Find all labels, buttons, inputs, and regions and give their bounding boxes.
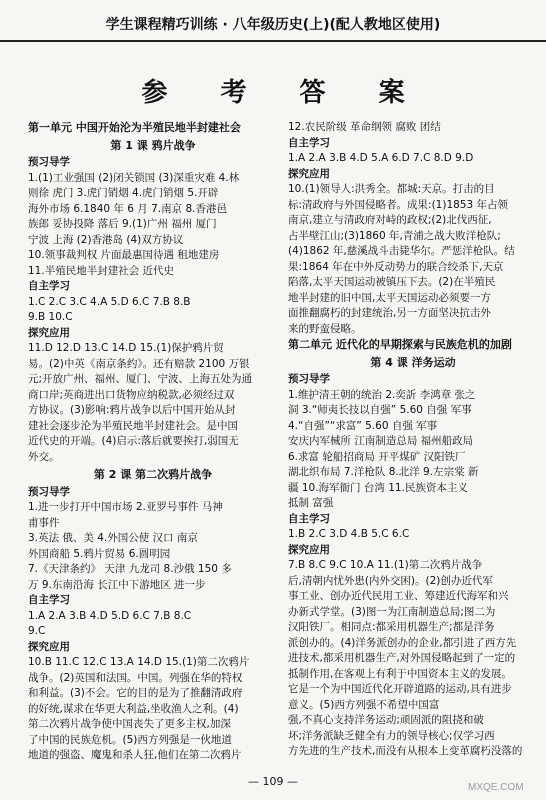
answer-line: 1.A 2.A 3.B 4.D 5.A 6.D 7.C 8.D 9.D: [288, 152, 474, 164]
answer-line: 地道的强盗、魔鬼和杀人狂,他们在第二次鸦片: [28, 749, 242, 760]
section-heading: 探究应用: [288, 167, 330, 180]
answer-line: 12.农民阶级 革命纲领 腐败 团结: [288, 121, 441, 133]
section-heading: 自主学习: [288, 136, 330, 149]
answer-line: 湖北织布局 7.洋枪队 8.北洋 9.左宗棠 新: [288, 466, 479, 478]
answer-line: 9.B 10.C: [28, 311, 73, 323]
answer-line: 则徐 虎门 3.虎门销烟 4.虎门销烟 5.开辟: [28, 187, 219, 199]
answer-line: 后,清朝内忧外患(内外交困)。(2)创办近代军: [288, 574, 493, 587]
answer-line: 甫事件: [28, 516, 60, 529]
answer-line: 商口岸;英商进出口货物应纳税款,必须经过双: [28, 388, 235, 401]
answer-line: 第二次鸦片战争使中国丧失了更多主权,加深: [28, 718, 231, 730]
page-title: 参 考 答 案: [141, 78, 427, 108]
answer-line: 10.(1)领导人:洪秀全。都城:天京。打击的目: [288, 183, 495, 195]
answer-line: 南京,建立与清政府对峙的政权;(2)北伐西征,: [288, 214, 492, 226]
answer-line: 1.(1)工业强国 (2)闭关锁国 (3)深重灾难 4.林: [28, 171, 240, 184]
answer-line: 它是一个为中国近代化开辟道路的运动,具有进步: [288, 683, 512, 695]
lesson-heading: 第 2 课 第二次鸦片战争: [93, 468, 213, 481]
answer-line: 近代史的开端。(4)启示:落后就要挨打,弱国无: [28, 435, 239, 447]
answer-line: 11.D 12.D 13.C 14.D 15.(1)保护鸦片贸: [28, 342, 224, 354]
section-heading: 自主学习: [28, 280, 70, 292]
page-number: — 109 —: [248, 775, 298, 788]
left-column: [28, 120, 278, 760]
section-heading: 探究应用: [28, 326, 70, 339]
answer-line: 事工业、创办近代民用工业、筹建近代海军和兴: [288, 590, 509, 602]
answer-line: 标:清政府与外国侵略者。成果:(1)1853 年占领: [288, 198, 509, 211]
running-header: 学生课程精巧训练 · 八年级历史(上)(配人教地区使用): [105, 17, 441, 33]
answer-line: 坏;洋务派缺乏健全有力的领导核心;仅学习西: [288, 729, 495, 742]
answer-line: 外交。: [28, 450, 60, 463]
answer-line: 办新式学堂。(3)图一为江南制造总局;图二为: [288, 605, 496, 618]
answer-line: 族郎 妥协投降 落后 9.(1)广州 福州 厦门: [28, 218, 217, 230]
answer-line: 来的野蛮侵略。: [288, 322, 362, 335]
answer-line: 3.英法 俄、美 4.外国公使 汉口 南京: [28, 532, 198, 544]
answer-line: 汉阳铁厂。相同点:都采用机器生产;都是洋务: [288, 621, 495, 633]
answer-line: 7.B 8.C 9.C 10.A 11.(1)第二次鸦片战争: [288, 559, 483, 571]
header-rule: [0, 40, 546, 42]
section-heading: 探究应用: [288, 543, 330, 556]
answer-line: 11.半殖民地半封建社会 近代史: [28, 264, 175, 277]
section-heading: 探究应用: [28, 640, 70, 653]
section-heading: 自主学习: [28, 594, 70, 606]
answer-line: 安庆内军械所 江南制造总局 福州船政局: [288, 435, 474, 447]
answer-line: 意义。(5)西方列强不希望中国富: [288, 698, 440, 711]
answer-line: 6.求富 轮船招商局 开平煤矿 汉阳铁厂: [288, 450, 466, 463]
section-heading: 预习导学: [28, 485, 70, 498]
answer-line: 10.领事裁判权 片面最惠国待遇 租地建房: [28, 249, 220, 261]
unit-heading: 第一单元 中国开始沦为半殖民地半封建社会: [28, 121, 241, 134]
lesson-heading: 第 1 课 鸦片战争: [110, 138, 196, 152]
answer-line: 1.进一步打开中国市场 2.亚罗号事件 马神: [28, 501, 223, 513]
answer-line: 外国商船 5.鸦片贸易 6.圆明园: [28, 547, 171, 560]
answer-line: 建社会逐步沦为半殖民地半封建社会。是中国: [28, 419, 238, 432]
answer-line: 1.A 2.A 3.B 4.D 5.D 6.C 7.B 8.C: [28, 609, 192, 622]
answer-line: 万 9.东南沿海 长江中下游地区 进一步: [28, 578, 206, 591]
answer-line: 进技术,都采用机器生产,对外国侵略起到了一定的: [288, 652, 516, 664]
answer-line: 元;开放广州、福州、厦门、宁波、上海五处为通: [28, 373, 253, 385]
answer-line: 1.维护清王朝的统治 2.奕訢 李鸿章 张之: [288, 388, 476, 401]
answer-line: 4.“自强”“求富” 5.60 自强 军事: [288, 419, 438, 432]
answer-line: 方协议。(3)影响:鸦片战争以后中国开始从封: [28, 404, 236, 416]
answer-line: 海外市场 6.1840 年 6 月 7.南京 8.香港邑: [28, 202, 227, 215]
answer-line: 了中国的民族危机。(5)西方列强是一伙地道: [28, 733, 232, 746]
section-heading: 自主学习: [288, 512, 330, 525]
watermark: MXQE.COM: [468, 782, 524, 793]
unit-heading: 第二单元 近代化的早期探索与民族危机的加剧: [288, 338, 512, 351]
answer-line: 面推翻腐朽的封建统治,另一方面坚决抗击外: [288, 307, 491, 319]
answer-line: 10.B 11.C 12.C 13.A 14.D 15.(1)第二次鸦片: [28, 656, 250, 668]
answer-line: 和利益。(3)不会。它的目的是为了推翻清政府: [28, 687, 243, 699]
answer-line: 果:1864 年在中外反动势力的联合绞杀下,天京: [288, 260, 504, 273]
answer-line: 抵制 富强: [288, 497, 334, 509]
answer-line: [288, 760, 538, 761]
answer-line: 战争。(2)英国和法国。中国。列强在华的特权: [28, 671, 243, 684]
lesson-heading: 第 4 课 洋务运动: [370, 355, 456, 369]
answer-line: 抵制作用,在客观上有利于中国资本主义的发展。: [288, 667, 512, 680]
answer-line: 宁波 上海 (2)香港岛 (4)双方协议: [28, 233, 184, 246]
answer-line: 派创办的。(4)洋务派创办的企业,都引进了西方先: [288, 636, 517, 649]
right-column: [288, 120, 538, 760]
answer-line: 方先进的生产技术,而没有从根本上变革腐朽没落的: [288, 745, 523, 757]
answer-line: 陷落,太平天国运动被镇压下去。(2)在半殖民: [288, 276, 496, 288]
answer-line: 的好统,谋求在华更大利益,坐收渔人之利。(4): [28, 702, 239, 715]
answer-line: 强,不真心支持洋务运动;顽固派的阻挠和破: [288, 714, 484, 726]
answer-line: (4)1862 年,慈溪战斗击毙华尔。严惩洋枪队。结: [288, 245, 515, 257]
section-heading: 预习导学: [288, 373, 330, 385]
answer-line: 洞 3.“师夷长技以自强” 5.60 自强 军事: [288, 404, 472, 416]
answer-line: 7.《天津条约》 天津 九龙司 8.沙俄 150 多: [28, 563, 232, 575]
answer-line: 9.C: [28, 625, 46, 637]
answer-line: 1.B 2.C 3.D 4.B 5.C 6.C: [288, 528, 410, 540]
answer-line: 易。(2)中英《南京条约》。还有赔款 2100 万银: [28, 357, 250, 370]
answer-line: 1.C 2.C 3.C 4.A 5.D 6.C 7.B 8.B: [28, 295, 191, 308]
answer-line: 疆 10.海军衙门 台湾 11.民族资本主义: [288, 481, 468, 494]
section-heading: 预习导学: [28, 156, 70, 168]
answer-line: 占半壁江山;(3)1860 年,青浦之战大败洋枪队;: [288, 229, 501, 242]
answer-line: 地半封建的旧中国,太平天国运动必须要一方: [288, 291, 491, 304]
